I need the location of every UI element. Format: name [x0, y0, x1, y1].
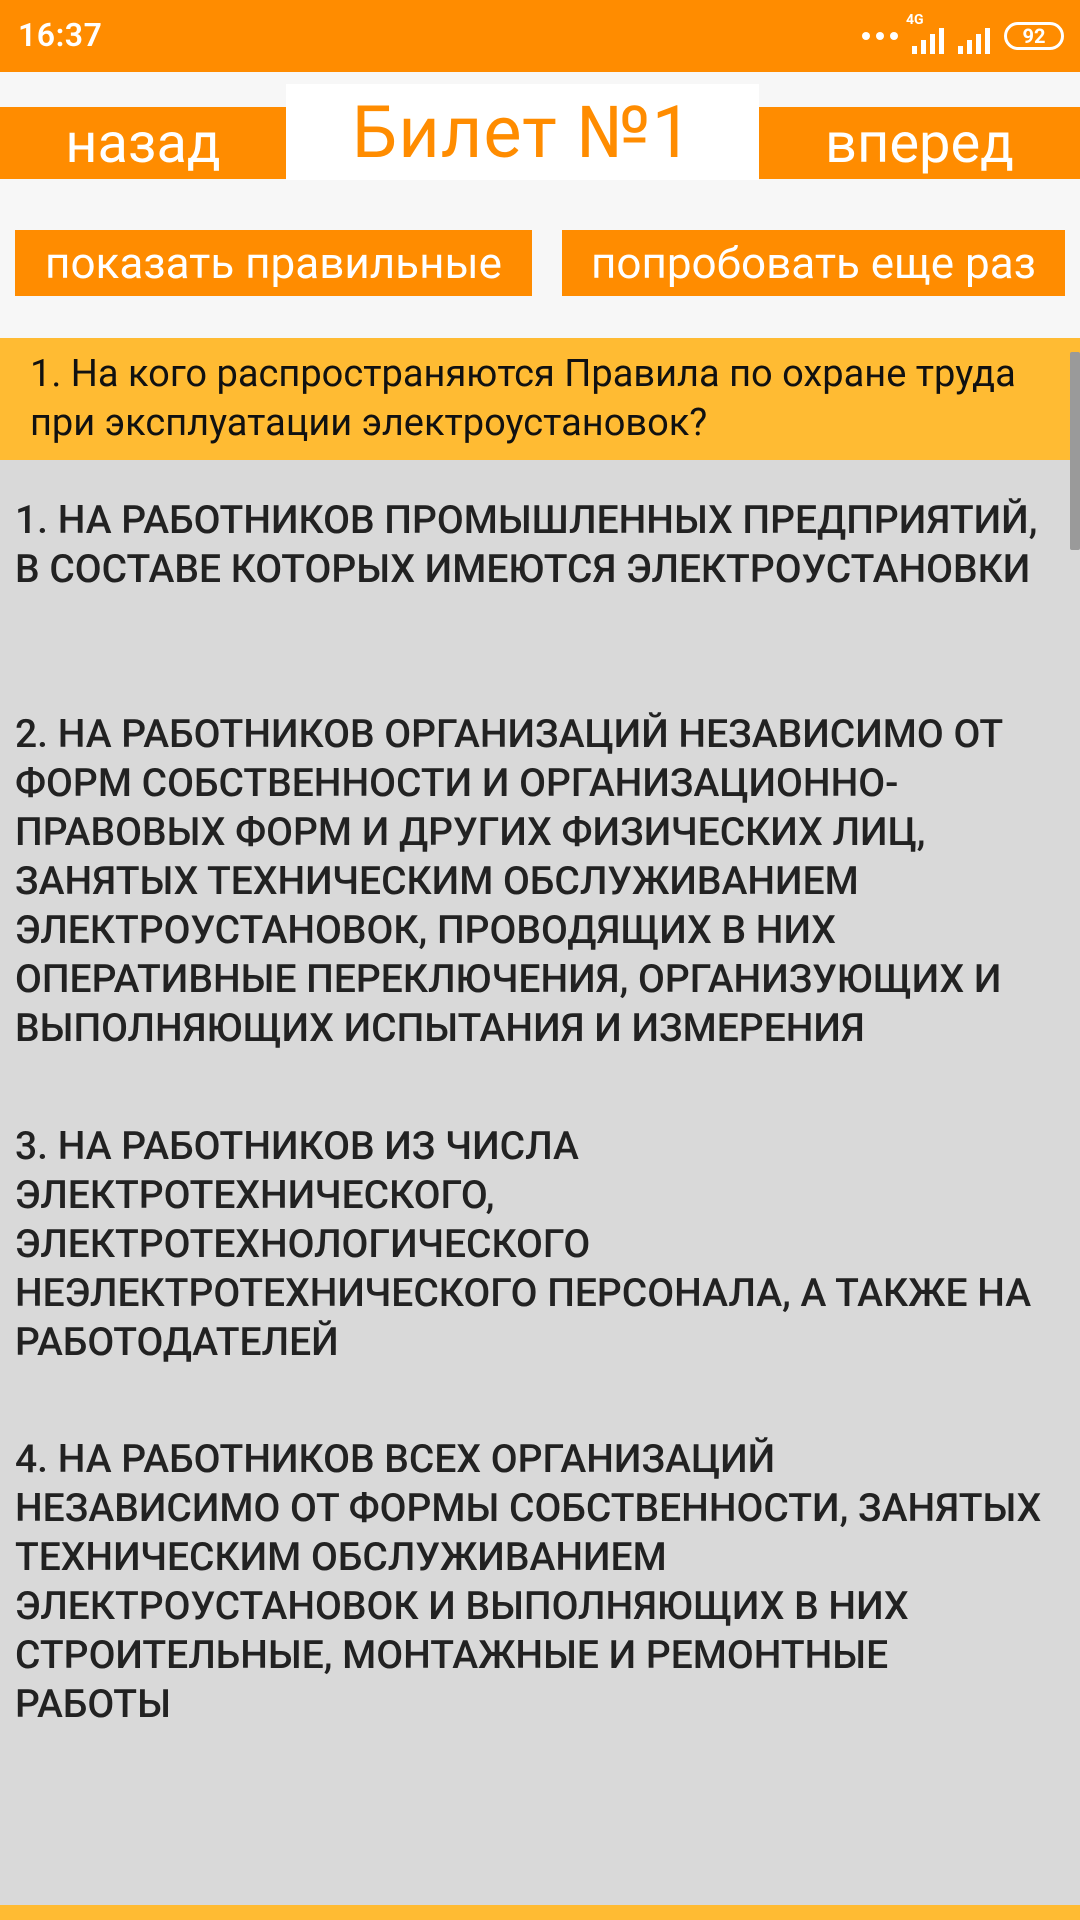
network-type-label: 4G: [906, 12, 924, 28]
answer-option-1[interactable]: 1. НА РАБОТНИКОВ ПРОМЫШЛЕННЫХ ПРЕДПРИЯТИЙ, В СОСТАВЕ КОТОРЫХ ИМЕЮТСЯ ЭЛЕКТРОУСТАНОВКИ: [15, 497, 1038, 592]
page-title: Билет №1: [351, 89, 694, 175]
status-time: 16:37: [18, 16, 103, 54]
question-text: 1. На кого распространяются Правила по охране труда при эксплуатации электроустановок?: [0, 338, 1080, 460]
title-box: [286, 84, 759, 180]
answer-list: [0, 460, 1080, 1905]
status-bar: [0, 0, 1080, 72]
next-question-strip: [0, 1905, 1080, 1920]
answer-option-3[interactable]: 3. НА РАБОТНИКОВ ИЗ ЧИСЛА ЭЛЕКТРОТЕХНИЧЕСКОГО, ЭЛЕКТРОТЕХНОЛОГИЧЕСКОГО НЕЭЛЕКТРОТЕХНИЧЕСКОГО ПЕРСОНАЛА, А ТАКЖЕ НА РАБОТОДАТЕЛЕЙ: [15, 1123, 1032, 1365]
signal-4g-icon: [906, 12, 944, 54]
next-button[interactable]: вперед: [759, 107, 1080, 179]
status-icons: [862, 14, 1064, 58]
battery-icon: [1004, 22, 1064, 50]
answer-option-4[interactable]: 4. НА РАБОТНИКОВ ВСЕХ ОРГАНИЗАЦИЙ НЕЗАВИСИМО ОТ ФОРМЫ СОБСТВЕННОСТИ, ЗАНЯТЫХ ТЕХНИЧЕСКИМ ОБСЛУЖИВАНИЕМ ЭЛЕКТРОУСТАНОВОК И ВЫПОЛНЯЮЩИХ В НИХ СТРОИТЕЛЬНЫЕ, МОНТАЖНЫЕ И РЕМОНТНЫЕ РАБОТЫ: [15, 1436, 1042, 1727]
back-button[interactable]: назад: [0, 107, 286, 179]
signal-icon: [958, 18, 990, 54]
battery-level: 92: [1022, 24, 1046, 48]
answer-option-2[interactable]: 2. НА РАБОТНИКОВ ОРГАНИЗАЦИЙ НЕЗАВИСИМО ОТ ФОРМ СОБСТВЕННОСТИ И ОРГАНИЗАЦИОННО-ПРАВОВЫХ ФОРМ И ДРУГИХ ФИЗИЧЕСКИХ ЛИЦ, ЗАНЯТЫХ ТЕХНИЧЕСКИМ ОБСЛУЖИВАНИЕМ ЭЛЕКТРОУСТАНОВОК, ПРОВОДЯЩИХ В НИХ ОПЕРАТИВНЫЕ ПЕРЕКЛЮЧЕНИЯ, ОРГАНИЗУЮЩИХ И ВЫПОЛНЯЮЩИХ ИСПЫТАНИЯ И ИЗМЕРЕНИЯ: [15, 711, 1003, 1051]
show-correct-button[interactable]: показать правильные: [15, 230, 532, 296]
more-dots-icon: [862, 32, 898, 40]
retry-button[interactable]: попробовать еще раз: [562, 230, 1065, 296]
ticket-header: [0, 72, 1080, 338]
scrollbar[interactable]: [1070, 352, 1080, 550]
